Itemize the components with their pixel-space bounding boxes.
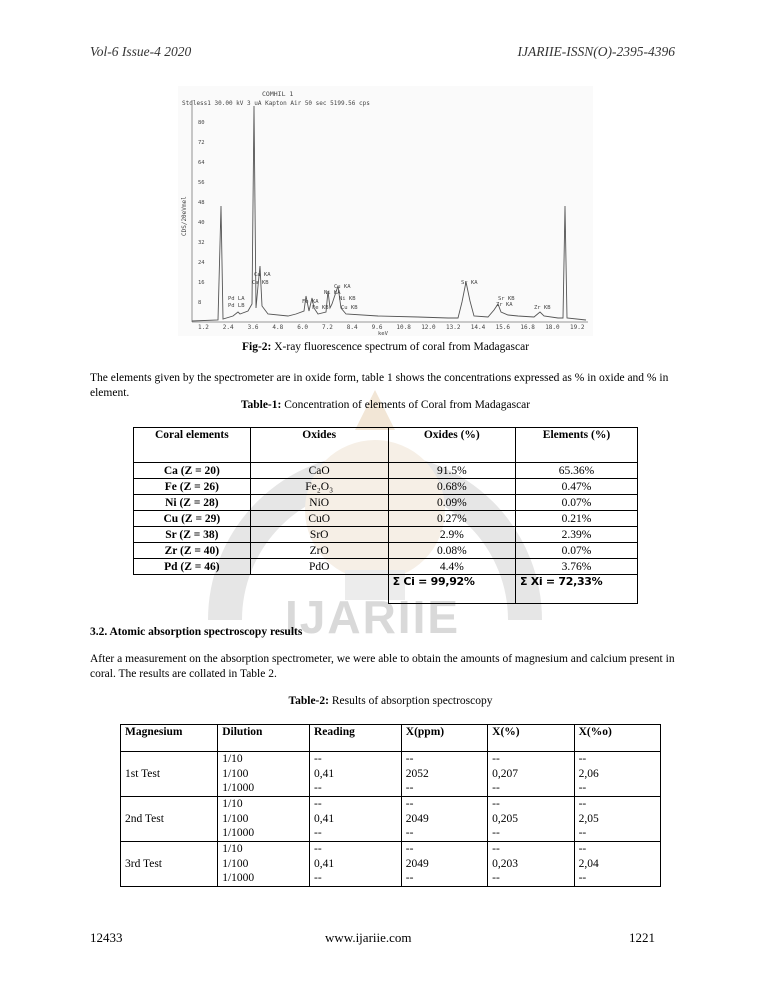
oxide-formula: CaO [250, 463, 388, 479]
cell-permil [574, 842, 660, 887]
permil-value: -- [578, 827, 587, 839]
journal-volume: Vol-6 Issue-4 2020 [90, 44, 192, 59]
table-sum-row [134, 575, 638, 604]
xrf-spectrum-figure [178, 86, 593, 336]
peak-label-cu-kb: Cu KB [341, 305, 358, 311]
pct-value: -- [492, 753, 500, 765]
peak-label-pd-lb: Pd LB [228, 303, 245, 309]
reading-value: 0,41 [313, 857, 335, 870]
cell-pct [488, 842, 574, 887]
x-tick-label: 2.4 [222, 324, 234, 331]
cell-ppm [401, 797, 487, 842]
oxide-formula: PdO [250, 559, 388, 575]
x-tick-label: 9.6 [371, 324, 383, 331]
pct-value: -- [492, 827, 500, 839]
blank-cell [250, 575, 388, 604]
sum-oxides: Σ Ci = 99,92% [388, 575, 515, 604]
figure-caption-label: Fig-2: [241, 341, 272, 353]
pct-value: -- [492, 798, 500, 810]
table2-header: X(%o) [574, 725, 660, 752]
x-tick-label: 14.4 [470, 324, 486, 331]
oxide-percent: 0.08% [388, 543, 515, 559]
peak-label-pd-la: Pd LA [228, 296, 245, 302]
x-tick-label: 10.8 [396, 324, 411, 331]
table-row [134, 511, 638, 527]
table2-caption [120, 695, 661, 707]
table-coral-elements [133, 427, 638, 604]
table-row [121, 752, 661, 797]
cell-dilution [218, 842, 310, 887]
pct-value: -- [492, 872, 500, 884]
peak-label-ni-ka: Ni KA [324, 290, 341, 296]
watermark-text: IJARIIE [285, 591, 461, 643]
oxide-formula: ZrO [250, 543, 388, 559]
figure-caption-text: X-ray fluorescence spectrum of coral from Madagascar [271, 341, 530, 353]
oxide-percent: 0.09% [388, 495, 515, 511]
permil-value: -- [578, 872, 587, 884]
y-tick-label: 16 [198, 280, 205, 286]
dilution-value: 1/1000 [222, 827, 255, 839]
oxide-percent: 91.5% [388, 463, 515, 479]
ppm-value: -- [405, 782, 414, 794]
table2-header: X(ppm) [401, 725, 487, 752]
footer-paper-id: 12433 [90, 930, 123, 945]
paragraph-oxide-intro: The elements given by the spectrometer are in oxide form, table 1 shows the concentrations expressed as % in oxide and % in element. [90, 372, 669, 399]
table2-header: Reading [309, 725, 401, 752]
element-percent: 65.36% [515, 463, 637, 479]
permil-value: -- [578, 782, 587, 794]
figure-settings: Stdless1 30.00 kV 3 uA Kapton Air 50 sec 5199.56 cps [182, 100, 370, 107]
ppm-value: -- [405, 798, 414, 810]
table1-caption [133, 399, 638, 411]
pct-value: 0,203 [492, 857, 519, 870]
pct-value: -- [492, 782, 500, 794]
oxide-formula: Fe₂O₃ [250, 479, 388, 495]
y-tick-label: 48 [198, 200, 205, 206]
ppm-value: -- [405, 843, 414, 855]
pct-value: 0,207 [492, 767, 519, 780]
figure-title: COMHIL 1 [262, 90, 294, 98]
x-tick-label: 7.2 [322, 324, 333, 331]
x-tick-label: 4.8 [272, 324, 284, 331]
table2-header: Dilution [218, 725, 310, 752]
ppm-value: -- [405, 827, 414, 839]
table-row [134, 543, 638, 559]
cell-dilution [218, 797, 310, 842]
cell-permil [574, 752, 660, 797]
test-label: 3rd Test [121, 842, 218, 887]
permil-value: 2,06 [578, 767, 599, 780]
oxide-percent: 4.4% [388, 559, 515, 575]
pct-value: -- [492, 843, 500, 855]
dilution-value: 1/100 [222, 812, 249, 825]
x-tick-label: 1.2 [198, 324, 209, 331]
peak-label-sr-kb: Sr KB [498, 296, 515, 302]
element-name: Fe (Z = 26) [134, 479, 251, 495]
x-tick-label: 13.2 [446, 324, 461, 331]
x-tick-label: 8.4 [346, 324, 358, 331]
table-row [134, 463, 638, 479]
table1-header: Coral elements [134, 428, 251, 463]
element-percent: 3.76% [515, 559, 637, 575]
element-percent: 0.07% [515, 495, 637, 511]
table-row [121, 842, 661, 887]
ppm-value: -- [405, 753, 414, 765]
x-tick-label: 6.0 [297, 324, 309, 331]
table-absorption-results [120, 724, 661, 887]
pct-value: 0,205 [492, 812, 519, 825]
figure-caption [178, 341, 593, 353]
element-percent: 0.21% [515, 511, 637, 527]
table-row [134, 495, 638, 511]
peak-label-fe-kb: Fe KB [312, 305, 329, 311]
permil-value: -- [578, 843, 587, 855]
ppm-value: -- [405, 872, 414, 884]
table2-header: Magnesium [121, 725, 218, 752]
peak-label-zr-kb: Zr KB [534, 305, 551, 311]
footer-website: www.ijariie.com [325, 930, 412, 945]
reading-value: -- [313, 782, 322, 794]
cell-reading [309, 797, 401, 842]
dilution-value: 1/10 [222, 753, 243, 765]
permil-value: 2,04 [578, 857, 599, 870]
oxide-percent: 0.27% [388, 511, 515, 527]
peak-label-sr-ka: Sr KA [461, 280, 478, 286]
reading-value: -- [313, 798, 322, 810]
peak-label-cu-ka: Cu KA [334, 284, 351, 290]
y-tick-label: 56 [198, 180, 205, 186]
reading-value: 0,41 [313, 812, 335, 825]
oxide-formula: SrO [250, 527, 388, 543]
table2-caption-label: Table-2: [288, 695, 329, 707]
x-tick-label: 18.0 [545, 324, 560, 331]
y-tick-label: 32 [198, 240, 205, 246]
permil-value: -- [578, 753, 587, 765]
table1-caption-label: Table-1: [240, 399, 282, 411]
dilution-value: 1/100 [222, 767, 249, 780]
table2-caption-text: Results of absorption spectroscopy [328, 695, 493, 707]
oxide-formula: NiO [250, 495, 388, 511]
ppm-value: 2052 [405, 767, 429, 780]
journal-issn: IJARIIE-ISSN(O)-2395-4396 [517, 44, 675, 59]
y-tick-label: 80 [198, 120, 205, 126]
element-percent: 0.47% [515, 479, 637, 495]
ppm-value: 2049 [405, 857, 429, 870]
dilution-value: 1/100 [222, 857, 249, 870]
reading-value: -- [313, 872, 322, 884]
dilution-value: 1/1000 [222, 872, 255, 884]
table-row [121, 797, 661, 842]
oxide-percent: 0.68% [388, 479, 515, 495]
y-tick-label: 40 [198, 220, 205, 226]
cell-reading [309, 752, 401, 797]
oxide-formula: CuO [250, 511, 388, 527]
peak-label-zr-ka: Zr KA [496, 302, 513, 308]
cell-permil [574, 797, 660, 842]
table-row [134, 479, 638, 495]
peak-label-ca-ka: Ca KA [254, 272, 271, 278]
x-tick-label: 19.2 [570, 324, 585, 331]
element-name: Sr (Z = 38) [134, 527, 251, 543]
permil-value: 2,05 [578, 812, 599, 825]
x-tick-label: 16.8 [520, 324, 535, 331]
element-name: Ni (Z = 28) [134, 495, 251, 511]
footer-page-number: 1221 [629, 930, 655, 945]
ppm-value: 2049 [405, 812, 429, 825]
reading-value: -- [313, 827, 322, 839]
y-axis-label: CDS/20eVmel [181, 196, 188, 236]
dilution-value: 1/1000 [222, 782, 255, 794]
element-name: Ca (Z = 20) [134, 463, 251, 479]
dilution-value: 1/10 [222, 798, 243, 810]
peak-label-fe-ka: Fe KA [302, 299, 319, 305]
sum-elements: Σ Xi = 72,33% [515, 575, 637, 604]
table1-header: Oxides [250, 428, 388, 463]
table-row [134, 559, 638, 575]
test-label: 2nd Test [121, 797, 218, 842]
y-tick-label: 8 [198, 300, 202, 306]
cell-dilution [218, 752, 310, 797]
cell-ppm [401, 752, 487, 797]
peak-label-ca-kb: Ca KB [252, 280, 269, 286]
x-tick-label: 12.0 [421, 324, 436, 331]
table-row [134, 527, 638, 543]
paragraph-aas-intro: After a measurement on the absorption spectrometer, we were able to obtain the amounts of magnesium and calcium present in coral. The results are collated in Table 2. [90, 653, 675, 680]
y-tick-label: 24 [198, 260, 205, 266]
x-tick-label: 15.6 [495, 324, 511, 331]
element-name: Zr (Z = 40) [134, 543, 251, 559]
cell-pct [488, 797, 574, 842]
peak-label-ni-kb: Ni KB [339, 296, 356, 302]
element-percent: 2.39% [515, 527, 637, 543]
y-tick-label: 72 [198, 140, 205, 146]
table1-header: Elements (%) [515, 428, 637, 463]
blank-cell [134, 575, 251, 604]
reading-value: -- [313, 843, 322, 855]
dilution-value: 1/10 [222, 843, 243, 855]
element-name: Cu (Z = 29) [134, 511, 251, 527]
cell-reading [309, 842, 401, 887]
table1-caption-text: Concentration of elements of Coral from Madagascar [281, 399, 531, 411]
table2-header: X(%) [488, 725, 574, 752]
reading-value: -- [313, 753, 322, 765]
test-label: 1st Test [121, 752, 218, 797]
cell-ppm [401, 842, 487, 887]
table1-header: Oxides (%) [388, 428, 515, 463]
oxide-percent: 2.9% [388, 527, 515, 543]
cell-pct [488, 752, 574, 797]
permil-value: -- [578, 798, 587, 810]
x-tick-label: 3.6 [247, 324, 259, 331]
reading-value: 0,41 [313, 767, 335, 780]
y-tick-label: 64 [198, 160, 205, 166]
x-axis-label: keV [378, 331, 388, 336]
element-name: Pd (Z = 46) [134, 559, 251, 575]
element-percent: 0.07% [515, 543, 637, 559]
section-heading-aas: 3.2. Atomic absorption spectroscopy results [90, 626, 303, 638]
